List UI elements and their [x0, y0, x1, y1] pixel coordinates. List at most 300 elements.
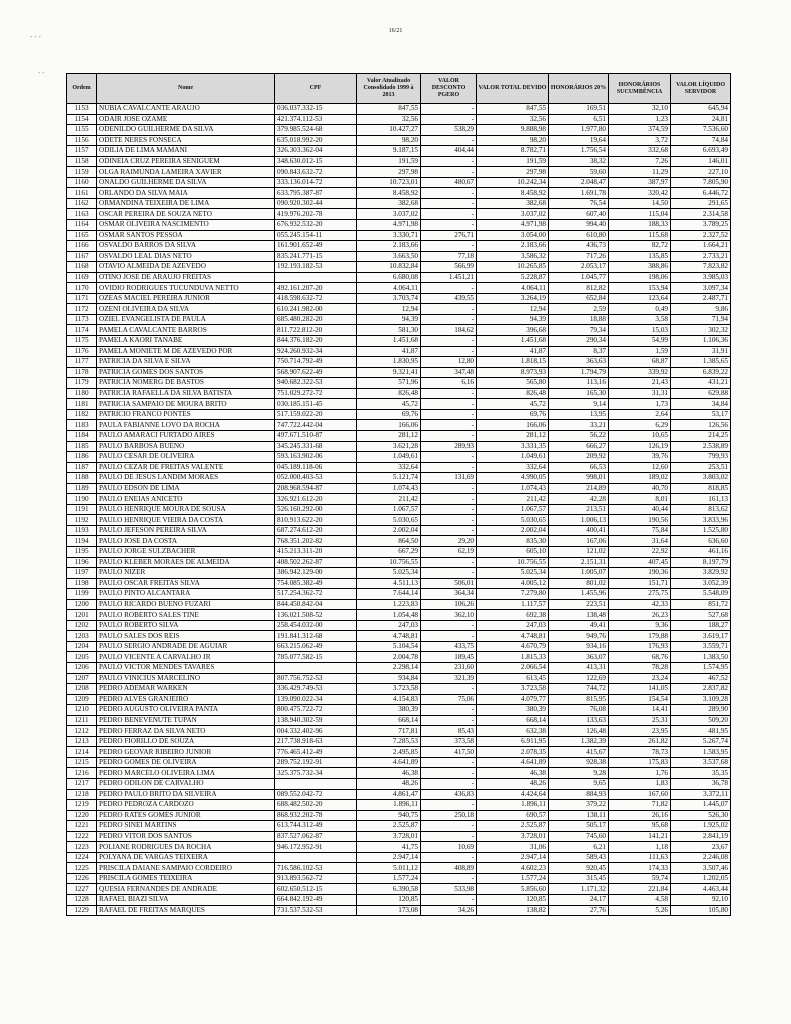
cell-valor-atualizado: 46,38: [357, 768, 421, 779]
cell-valor-desconto: 29,20: [421, 536, 477, 547]
cell-sucumbencia: 388,86: [609, 262, 671, 273]
table-row: [67, 283, 731, 294]
cell-valor-atualizado: 10.427,27: [357, 125, 421, 136]
cell-sucumbencia: 42,33: [609, 599, 671, 610]
cell-valor-desconto: 34,26: [421, 905, 477, 916]
cell-sucumbencia: 339,92: [609, 367, 671, 378]
cell-cpf: [275, 852, 357, 863]
cell-cpf: 613.744.312-49: [275, 821, 357, 832]
cell-valor-atualizado: 1.067,57: [357, 504, 421, 515]
cell-nome: POLIANE RODRIGUES DA ROCHA: [97, 842, 275, 853]
cell-cpf: 754.085.382-49: [275, 578, 357, 589]
page-number: 16/21: [388, 28, 403, 34]
cell-valor-desconto: -: [421, 779, 477, 790]
cell-valor-total: 3.586,32: [477, 251, 549, 262]
cell-honorarios: 6,21: [549, 842, 609, 853]
cell-valor-atualizado: 8.458,92: [357, 188, 421, 199]
cell-honorarios: 436,73: [549, 241, 609, 252]
cell-honorarios: 38,32: [549, 156, 609, 167]
cell-valor-total: 1.074,43: [477, 483, 549, 494]
cell-nome: PAULO CESAR DE OLIVEIRA: [97, 452, 275, 463]
cell-cpf: 800.475.722-72: [275, 705, 357, 716]
cell-valor-desconto: -: [421, 114, 477, 125]
cell-ordem: 1182: [67, 409, 97, 420]
cell-valor-desconto: 85,43: [421, 726, 477, 737]
cell-valor-atualizado: 5.030,65: [357, 515, 421, 526]
cell-valor-atualizado: 2.495,85: [357, 747, 421, 758]
cell-cpf: 593.163.902-06: [275, 452, 357, 463]
cell-valor-total: 4.424,64: [477, 789, 549, 800]
cell-valor-atualizado: 247,03: [357, 620, 421, 631]
table-row: [67, 188, 731, 199]
table-row: [67, 895, 731, 906]
cell-valor-liquido: 1.202,05: [671, 873, 731, 884]
cell-ordem: 1181: [67, 399, 97, 410]
cell-valor-liquido: 1.385,65: [671, 357, 731, 368]
cell-valor-atualizado: 94,39: [357, 314, 421, 325]
cell-valor-atualizado: 667,29: [357, 546, 421, 557]
cell-valor-total: 332,64: [477, 462, 549, 473]
cell-honorarios: 413,31: [549, 662, 609, 673]
cell-honorarios: 920,45: [549, 863, 609, 874]
cell-valor-atualizado: 380,39: [357, 705, 421, 716]
table-row: [67, 873, 731, 884]
cell-cpf: 421.374.112-53: [275, 114, 357, 125]
cell-ordem: 1153: [67, 104, 97, 115]
table-row: [67, 114, 731, 125]
table-row: [67, 779, 731, 790]
cell-valor-total: 4.005,12: [477, 578, 549, 589]
cell-valor-total: 281,12: [477, 430, 549, 441]
cell-valor-atualizado: 191,59: [357, 156, 421, 167]
header-nome: Nome: [97, 74, 275, 104]
cell-nome: ODENILDO GUILHERME DA SILVA: [97, 125, 275, 136]
cell-valor-atualizado: 2.947,14: [357, 852, 421, 863]
cell-valor-atualizado: 297,98: [357, 167, 421, 178]
cell-valor-total: 94,39: [477, 314, 549, 325]
cell-honorarios: 1.171,32: [549, 884, 609, 895]
cell-valor-liquido: 1.383,50: [671, 652, 731, 663]
cell-valor-total: 5.030,65: [477, 515, 549, 526]
cell-valor-desconto: -: [421, 336, 477, 347]
cell-valor-desconto: -: [421, 768, 477, 779]
cell-cpf: 685.480.282-20: [275, 314, 357, 325]
cell-cpf: 676.932.532-20: [275, 220, 357, 231]
cell-cpf: 217.738.918-63: [275, 736, 357, 747]
cell-sucumbencia: 261,82: [609, 736, 671, 747]
table-row: [67, 747, 731, 758]
cell-nome: PATRICIO FRANCO PONTES: [97, 409, 275, 420]
table-row: [67, 367, 731, 378]
cell-sucumbencia: 82,72: [609, 241, 671, 252]
cell-valor-liquido: 71,94: [671, 314, 731, 325]
cell-cpf: 924.260.932-34: [275, 346, 357, 357]
cell-valor-liquido: 527,68: [671, 610, 731, 621]
cell-honorarios: 607,40: [549, 209, 609, 220]
cell-valor-liquido: 2.538,89: [671, 441, 731, 452]
header-honorarios: HONORÁRIOS 20%: [549, 74, 609, 104]
cell-valor-total: 10.242,34: [477, 177, 549, 188]
cell-valor-desconto: -: [421, 104, 477, 115]
cell-valor-desconto: -: [421, 757, 477, 768]
cell-valor-total: 10.265,85: [477, 262, 549, 273]
cell-sucumbencia: 275,75: [609, 589, 671, 600]
header-sucumbencia: HONORÁRIOS SUCUMBÊNCIA: [609, 74, 671, 104]
cell-valor-total: 835,30: [477, 536, 549, 547]
cell-valor-desconto: -: [421, 504, 477, 515]
cell-sucumbencia: 126,19: [609, 441, 671, 452]
cell-ordem: 1200: [67, 599, 97, 610]
cell-valor-liquido: 5.267,74: [671, 736, 731, 747]
cell-valor-desconto: 538,29: [421, 125, 477, 136]
cell-ordem: 1160: [67, 177, 97, 188]
cell-valor-liquido: 7.536,60: [671, 125, 731, 136]
cell-nome: PATRICIA GOMES DOS SANTOS: [97, 367, 275, 378]
cell-ordem: 1185: [67, 441, 97, 452]
cell-cpf: 837.527.062-87: [275, 831, 357, 842]
cell-cpf: 258.454.032-00: [275, 620, 357, 631]
cell-cpf: 946.172.952-91: [275, 842, 357, 853]
cell-sucumbencia: 221,84: [609, 884, 671, 895]
cell-ordem: 1214: [67, 747, 97, 758]
cell-valor-atualizado: 2.525,87: [357, 821, 421, 832]
cell-honorarios: 8,37: [549, 346, 609, 357]
cell-nome: PAULA FABIANNE LOVO DA ROCHA: [97, 420, 275, 431]
cell-cpf: 868.932.202-78: [275, 810, 357, 821]
table-row: [67, 757, 731, 768]
cell-sucumbencia: 2,64: [609, 409, 671, 420]
cell-honorarios: 66,53: [549, 462, 609, 473]
cell-honorarios: 815,95: [549, 694, 609, 705]
cell-honorarios: 363,63: [549, 357, 609, 368]
cell-valor-total: 3.264,19: [477, 293, 549, 304]
cell-nome: PEDRO RATES GOMES JUNIOR: [97, 810, 275, 821]
table-row: [67, 304, 731, 315]
cell-nome: PAMELA KAORI TANABE: [97, 336, 275, 347]
cell-valor-total: 10.756,55: [477, 557, 549, 568]
cell-sucumbencia: 11,29: [609, 167, 671, 178]
cell-honorarios: 18,88: [549, 314, 609, 325]
cell-valor-liquido: 3.507,46: [671, 863, 731, 874]
cell-nome: OSCAR PEREIRA DE SOUZA NETO: [97, 209, 275, 220]
cell-valor-liquido: 2.246,08: [671, 852, 731, 863]
cell-valor-liquido: 509,20: [671, 715, 731, 726]
cell-cpf: 844.376.182-20: [275, 336, 357, 347]
cell-valor-desconto: -: [421, 831, 477, 842]
cell-valor-liquido: 7.805,90: [671, 177, 731, 188]
cell-ordem: 1209: [67, 694, 97, 705]
cell-cpf: 517.254.362-72: [275, 589, 357, 600]
cell-nome: PAULO KLEBER MORAES DE ALMEIDA: [97, 557, 275, 568]
cell-valor-liquido: 1.445,07: [671, 800, 731, 811]
table-row: [67, 610, 731, 621]
cell-cpf: 052.000.403-53: [275, 473, 357, 484]
cell-ordem: 1202: [67, 620, 97, 631]
cell-ordem: 1179: [67, 378, 97, 389]
cell-sucumbencia: 75,84: [609, 525, 671, 536]
cell-ordem: 1167: [67, 251, 97, 262]
cell-honorarios: 1.977,80: [549, 125, 609, 136]
cell-valor-desconto: -: [421, 430, 477, 441]
cell-valor-desconto: -: [421, 198, 477, 209]
cell-cpf: 492.161.207-20: [275, 283, 357, 294]
cell-valor-desconto: 62,19: [421, 546, 477, 557]
cell-valor-liquido: 3.619,17: [671, 631, 731, 642]
cell-valor-liquido: 34,84: [671, 399, 731, 410]
cell-honorarios: 589,43: [549, 852, 609, 863]
cell-valor-atualizado: 4.154,83: [357, 694, 421, 705]
cell-sucumbencia: 8,01: [609, 494, 671, 505]
cell-valor-liquido: 1.925,02: [671, 821, 731, 832]
cell-valor-atualizado: 382,68: [357, 198, 421, 209]
table-row: [67, 715, 731, 726]
cell-cpf: 208.968.594-87: [275, 483, 357, 494]
cell-valor-desconto: -: [421, 800, 477, 811]
cell-valor-atualizado: 3.621,28: [357, 441, 421, 452]
cell-honorarios: 1.455,96: [549, 589, 609, 600]
cell-valor-desconto: 364,34: [421, 589, 477, 600]
table-row: [67, 156, 731, 167]
cell-nome: ODILIA DE LIMA MAMANI: [97, 146, 275, 157]
cell-valor-liquido: 3.803,02: [671, 473, 731, 484]
table-row: [67, 620, 731, 631]
cell-valor-desconto: -: [421, 188, 477, 199]
cell-valor-liquido: 3.097,34: [671, 283, 731, 294]
cell-valor-desconto: -: [421, 852, 477, 863]
table-row: [67, 536, 731, 547]
cell-valor-atualizado: 45,72: [357, 399, 421, 410]
cell-nome: PATRICIA NOMERG DE BASTOS: [97, 378, 275, 389]
cell-valor-desconto: -: [421, 452, 477, 463]
scan-mark: - -: [38, 70, 45, 77]
cell-valor-liquido: 1.574,95: [671, 662, 731, 673]
cell-sucumbencia: 23,24: [609, 673, 671, 684]
cell-valor-total: 605,10: [477, 546, 549, 557]
cell-honorarios: 717,26: [549, 251, 609, 262]
cell-ordem: 1159: [67, 167, 97, 178]
cell-nome: PEDRO VITOR DOS SANTOS: [97, 831, 275, 842]
cell-honorarios: 400,41: [549, 525, 609, 536]
cell-honorarios: 949,76: [549, 631, 609, 642]
cell-sucumbencia: 176,93: [609, 641, 671, 652]
cell-sucumbencia: 135,85: [609, 251, 671, 262]
cell-ordem: 1166: [67, 241, 97, 252]
cell-honorarios: 24,17: [549, 895, 609, 906]
cell-valor-atualizado: 120,85: [357, 895, 421, 906]
cell-sucumbencia: 3,58: [609, 314, 671, 325]
cell-honorarios: 49,41: [549, 620, 609, 631]
cell-cpf: 751.029.272-72: [275, 388, 357, 399]
table-row: [67, 462, 731, 473]
scan-mark: - - -: [30, 34, 41, 41]
cell-honorarios: 994,40: [549, 220, 609, 231]
cell-valor-total: 41,87: [477, 346, 549, 357]
cell-nome: PAULO JEFESON PEREIRA SILVA: [97, 525, 275, 536]
cell-honorarios: 165,30: [549, 388, 609, 399]
cell-valor-total: 191,59: [477, 156, 549, 167]
cell-honorarios: 6,51: [549, 114, 609, 125]
table-row: [67, 167, 731, 178]
cell-sucumbencia: 189,02: [609, 473, 671, 484]
cell-valor-liquido: 851,72: [671, 599, 731, 610]
table-row: [67, 409, 731, 420]
cell-valor-total: 380,39: [477, 705, 549, 716]
cell-valor-atualizado: 48,26: [357, 779, 421, 790]
table-row: [67, 905, 731, 916]
cell-nome: PAULO AMARACI FURTADO AIRES: [97, 430, 275, 441]
cell-honorarios: 884,93: [549, 789, 609, 800]
cell-valor-total: 8.458,92: [477, 188, 549, 199]
cell-sucumbencia: 174,33: [609, 863, 671, 874]
cell-valor-desconto: -: [421, 135, 477, 146]
cell-nome: PAULO VICENTE A CARVALHO JR: [97, 652, 275, 663]
table-row: [67, 198, 731, 209]
cell-valor-total: 48,26: [477, 779, 549, 790]
cell-valor-total: 3.054,00: [477, 230, 549, 241]
cell-honorarios: 126,48: [549, 726, 609, 737]
cell-valor-desconto: -: [421, 895, 477, 906]
cell-honorarios: 19,64: [549, 135, 609, 146]
cell-nome: RAFAEL BIAZI SILVA: [97, 895, 275, 906]
cell-cpf: 835.241.771-15: [275, 251, 357, 262]
cell-cpf: 055.245.154-11: [275, 230, 357, 241]
cell-cpf: 776.465.412-49: [275, 747, 357, 758]
cell-ordem: 1225: [67, 863, 97, 874]
cell-valor-liquido: 3.985,03: [671, 272, 731, 283]
cell-nome: OSVALDO LEAL DIAS NETO: [97, 251, 275, 262]
cell-valor-atualizado: 166,06: [357, 420, 421, 431]
cell-valor-liquido: 74,84: [671, 135, 731, 146]
cell-nome: PAULO BARBOSA BUENO: [97, 441, 275, 452]
cell-valor-desconto: 77,18: [421, 251, 477, 262]
cell-honorarios: 79,34: [549, 325, 609, 336]
cell-valor-liquido: 3.052,39: [671, 578, 731, 589]
cell-valor-total: 4.748,81: [477, 631, 549, 642]
cell-ordem: 1221: [67, 821, 97, 832]
cell-cpf: 030.185.151-45: [275, 399, 357, 410]
cell-nome: PEDRO PEDROZA CARDOZO: [97, 800, 275, 811]
cell-nome: POLYANA DE VARGAS TEIXEIRA: [97, 852, 275, 863]
cell-valor-desconto: -: [421, 241, 477, 252]
cell-ordem: 1178: [67, 367, 97, 378]
cell-valor-desconto: -: [421, 821, 477, 832]
cell-sucumbencia: 78,73: [609, 747, 671, 758]
cell-cpf: 418.598.632-72: [275, 293, 357, 304]
table-row: [67, 357, 731, 368]
cell-nome: PAULO SALES DOS REIS: [97, 631, 275, 642]
table-row: [67, 314, 731, 325]
cell-sucumbencia: 151,71: [609, 578, 671, 589]
cell-nome: PEDRO PAULO BRITO DA SILVEIRA: [97, 789, 275, 800]
cell-sucumbencia: 1,23: [609, 114, 671, 125]
cell-valor-total: 1.896,11: [477, 800, 549, 811]
cell-honorarios: 505,17: [549, 821, 609, 832]
cell-nome: PEDRO AUGUSTO OLIVEIRA PANTA: [97, 705, 275, 716]
cell-cpf: 610.241.982-00: [275, 304, 357, 315]
cell-ordem: 1212: [67, 726, 97, 737]
cell-valor-desconto: -: [421, 304, 477, 315]
cell-valor-total: 668,14: [477, 715, 549, 726]
cell-valor-liquido: 2.837,82: [671, 684, 731, 695]
cell-sucumbencia: 26,16: [609, 810, 671, 821]
cell-cpf: 336.429.749-53: [275, 684, 357, 695]
cell-valor-atualizado: 668,14: [357, 715, 421, 726]
table-row: [67, 504, 731, 515]
cell-ordem: 1196: [67, 557, 97, 568]
cell-valor-liquido: 227,10: [671, 167, 731, 178]
cell-nome: PRISCILA GOMES TEIXEIRA: [97, 873, 275, 884]
cell-ordem: 1229: [67, 905, 97, 916]
cell-valor-atualizado: 2.004,78: [357, 652, 421, 663]
cell-valor-liquido: 2.314,58: [671, 209, 731, 220]
cell-honorarios: 133,63: [549, 715, 609, 726]
table-row: [67, 177, 731, 188]
cell-valor-total: 1.049,61: [477, 452, 549, 463]
cell-sucumbencia: 9,36: [609, 620, 671, 631]
cell-honorarios: 121,02: [549, 546, 609, 557]
cell-valor-liquido: 302,32: [671, 325, 731, 336]
cell-sucumbencia: 22,92: [609, 546, 671, 557]
cell-valor-atualizado: 12,94: [357, 304, 421, 315]
cell-sucumbencia: 59,74: [609, 873, 671, 884]
cell-valor-desconto: -: [421, 462, 477, 473]
cell-honorarios: 652,84: [549, 293, 609, 304]
cell-honorarios: 76,08: [549, 705, 609, 716]
cell-valor-total: 9.888,98: [477, 125, 549, 136]
cell-ordem: 1197: [67, 568, 97, 579]
table-row: [67, 863, 731, 874]
cell-honorarios: 666,27: [549, 441, 609, 452]
cell-cpf: 526.160.292-00: [275, 504, 357, 515]
cell-cpf: 345.245.331-68: [275, 441, 357, 452]
cell-valor-atualizado: 1.049,61: [357, 452, 421, 463]
cell-ordem: 1192: [67, 515, 97, 526]
table-header-row: [67, 74, 731, 104]
cell-sucumbencia: 190,56: [609, 515, 671, 526]
cell-nome: PAULO HENRIQUE MOURA DE SOUSA: [97, 504, 275, 515]
cell-valor-liquido: 126,56: [671, 420, 731, 431]
cell-honorarios: 745,60: [549, 831, 609, 842]
cell-nome: PEDRO FIORILLO DE SOUZA: [97, 736, 275, 747]
cell-honorarios: 9,28: [549, 768, 609, 779]
cell-sucumbencia: 15,03: [609, 325, 671, 336]
cell-nome: PAULO DE JESUS LANDIM MORAES: [97, 473, 275, 484]
cell-sucumbencia: 12,60: [609, 462, 671, 473]
cell-valor-total: 5.856,60: [477, 884, 549, 895]
cell-sucumbencia: 40,44: [609, 504, 671, 515]
cell-nome: OZIEL EVANGELISTA DE PAULA: [97, 314, 275, 325]
table-row: [67, 568, 731, 579]
cell-cpf: 844.450.842-04: [275, 599, 357, 610]
cell-cpf: 415.213.311-20: [275, 546, 357, 557]
table-row: [67, 631, 731, 642]
cell-valor-total: 247,03: [477, 620, 549, 631]
cell-nome: PAULO VICTOR MENDES TAVARES: [97, 662, 275, 673]
cell-valor-total: 5.228,87: [477, 272, 549, 283]
cell-ordem: 1164: [67, 220, 97, 231]
cell-cpf: 913.893.562-72: [275, 873, 357, 884]
cell-cpf: 768.351.202-82: [275, 536, 357, 547]
cell-valor-liquido: 4.463,44: [671, 884, 731, 895]
cell-cpf: 633.795.387-87: [275, 188, 357, 199]
cell-sucumbencia: 115,68: [609, 230, 671, 241]
cell-valor-desconto: -: [421, 399, 477, 410]
cell-valor-atualizado: 3.037,02: [357, 209, 421, 220]
cell-valor-total: 8.973,93: [477, 367, 549, 378]
cell-valor-desconto: 6,16: [421, 378, 477, 389]
cell-ordem: 1191: [67, 504, 97, 515]
cell-nome: PEDRO ADEMAR WARKEN: [97, 684, 275, 695]
